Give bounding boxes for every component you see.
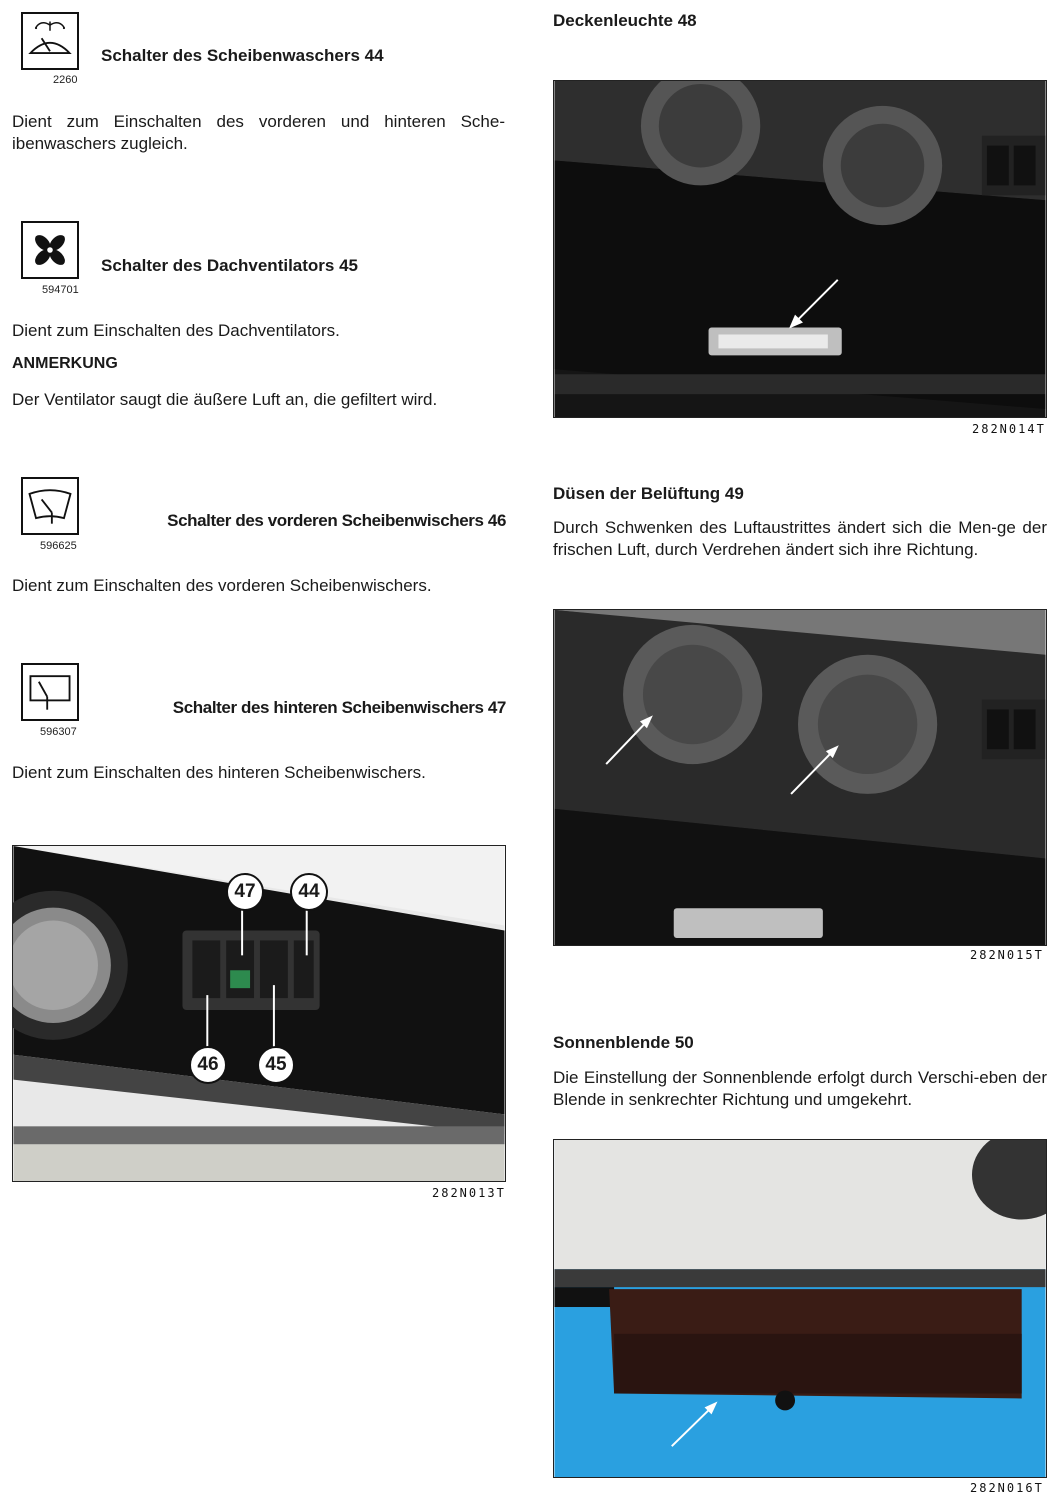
front-wiper-icon xyxy=(21,477,79,535)
heading-vent-nozzles: Düsen der Belüftung 49 xyxy=(553,484,744,503)
text-fan-switch: Dient zum Einschalten des Dachventilators. xyxy=(12,321,340,340)
sun-visor-photo xyxy=(553,1139,1047,1478)
icon-code: 596307 xyxy=(40,726,77,738)
icon-code: 2260 xyxy=(53,74,78,86)
heading-rear-wiper-switch: Schalter des hinteren Scheibenwischers 47 xyxy=(172,698,506,717)
figure-caption: 282N013T xyxy=(432,1186,506,1200)
note-text: Der Ventilator saugt die äußere Luft an, die gefiltert wird. xyxy=(12,390,438,409)
rear-wiper-icon xyxy=(21,663,79,721)
callout-45: 45 xyxy=(257,1046,295,1084)
heading-washer-switch: Schalter des Scheibenwaschers 44 xyxy=(101,46,384,65)
callout-47: 47 xyxy=(226,873,264,911)
heading-fan-switch: Schalter des Dachventilators 45 xyxy=(101,256,359,275)
vent-nozzles-photo xyxy=(553,609,1047,946)
text-sun-visor: Die Einstellung der Sonnenblende erfolgt durch Verschi-eben der Blende in senkrechter Richtung und umgekehrt. xyxy=(553,1068,1047,1109)
figure-caption: 282N014T xyxy=(972,422,1046,436)
ceiling-light-photo xyxy=(553,80,1047,418)
text-washer-switch: Dient zum Einschalten des vorderen und hinteren Sche-ibenwaschers zugleich. xyxy=(12,112,505,153)
note-label: ANMERKUNG xyxy=(12,355,118,372)
figure-caption: 282N016T xyxy=(970,1481,1044,1495)
text-vent-nozzles: Durch Schwenken des Luftaustrittes ändert sich die Men-ge der frischen Luft, durch Verdrehen ändert sich ihre Richtung. xyxy=(553,518,1047,559)
callout-44: 44 xyxy=(290,873,328,911)
figure-caption: 282N015T xyxy=(970,948,1044,962)
text-rear-wiper-switch: Dient zum Einschalten des hinteren Scheibenwischers. xyxy=(12,763,426,782)
text-front-wiper-switch: Dient zum Einschalten des vorderen Scheibenwischers. xyxy=(12,576,432,595)
windshield-washer-icon xyxy=(21,12,79,70)
callout-46: 46 xyxy=(189,1046,227,1084)
heading-sun-visor: Sonnenblende 50 xyxy=(553,1033,694,1052)
icon-code: 594701 xyxy=(42,284,79,296)
icon-code: 596625 xyxy=(40,540,77,552)
heading-ceiling-light: Deckenleuchte 48 xyxy=(553,11,697,30)
heading-front-wiper-switch: Schalter des vorderen Scheibenwischers 46 xyxy=(167,511,506,530)
roof-fan-icon xyxy=(21,221,79,279)
